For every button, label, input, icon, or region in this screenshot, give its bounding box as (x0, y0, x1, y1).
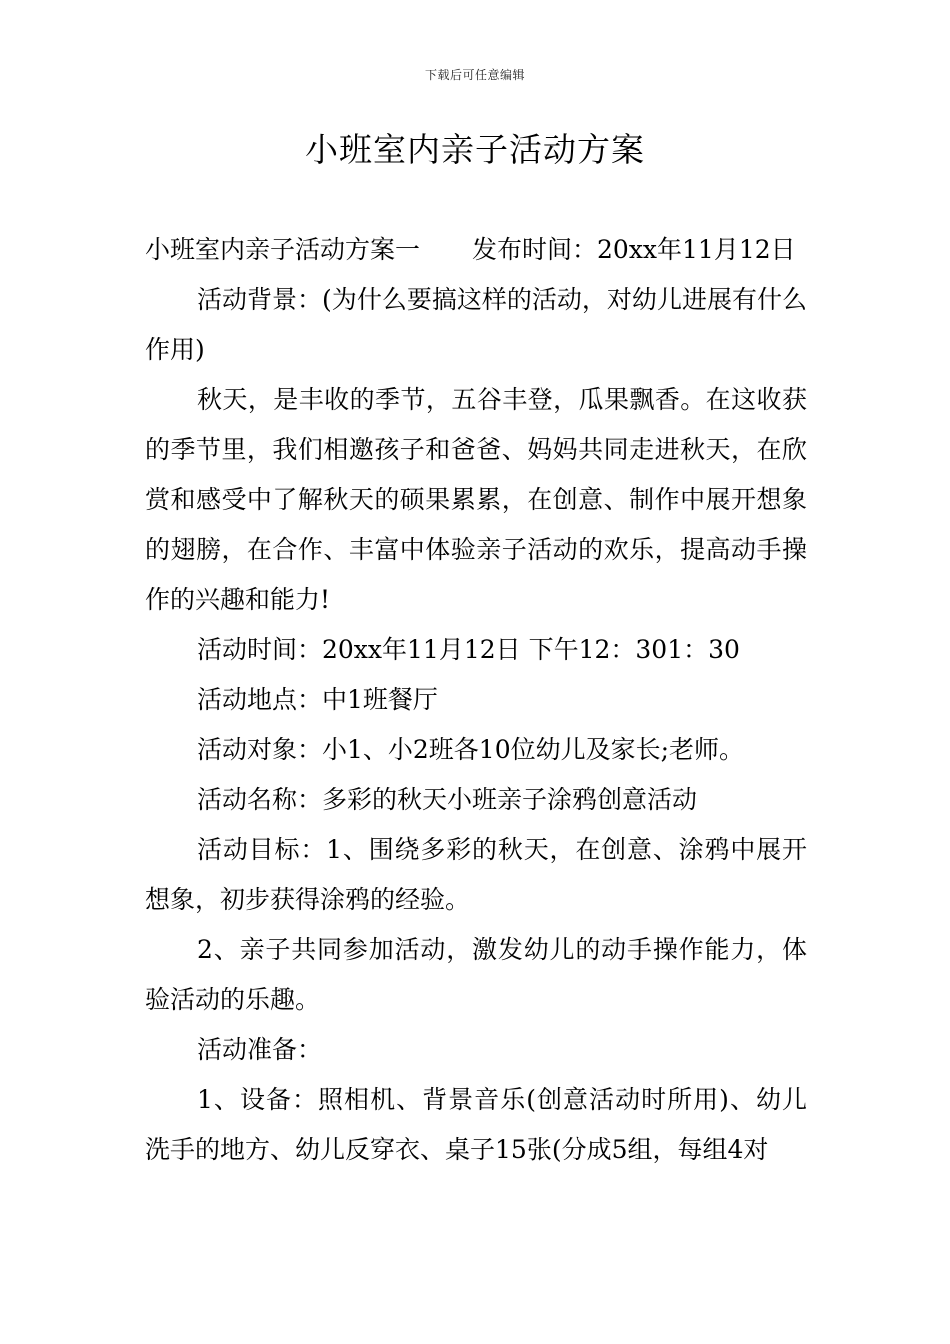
intro-heading: 小班室内亲子活动方案一 (145, 235, 421, 264)
paragraph-background: 活动背景：(为什么要搞这样的活动，对幼儿进展有什么作用) (145, 285, 807, 364)
paragraph-location: 活动地点：中1班餐厅 (197, 685, 438, 714)
paragraph-autumn: 秋天，是丰收的季节，五谷丰登，瓜果飘香。在这收获的季节里，我们相邀孩子和爸爸、妈妈共同走进秋天，在欣赏和感受中了解秋天的硕果累累，在创意、制作中展开想象的翅膀，在合作、丰富中体验亲子活动的欢乐，提高动手操作的兴趣和能力! (145, 385, 807, 614)
document-title: 小班室内亲子活动方案 (305, 130, 645, 169)
paragraph-participants: 活动对象：小1、小2班各10位幼儿及家长;老师。 (197, 735, 745, 764)
paragraph-time: 活动时间：20xx年11月12日 下午12：301：30 (197, 635, 740, 664)
paragraph-preparation: 活动准备： (197, 1035, 323, 1064)
publish-date: 发布时间：20xx年11月12日 (472, 235, 796, 264)
paragraph-name: 活动名称：多彩的秋天小班亲子涂鸦创意活动 (197, 785, 698, 814)
paragraph-goal-2: 2、亲子共同参加活动，激发幼儿的动手操作能力，体验活动的乐趣。 (145, 935, 807, 1014)
intro-line (145, 225, 807, 275)
document-body (145, 225, 807, 1175)
paragraph-equipment: 1、设备：照相机、背景音乐(创意活动时所用)、幼儿洗手的地方、幼儿反穿衣、桌子15张(分成5组，每组4对 (145, 1085, 807, 1164)
header-note: 下载后可任意编辑 (424, 68, 525, 82)
paragraph-goal-1: 活动目标：1、围绕多彩的秋天，在创意、涂鸦中展开想象，初步获得涂鸦的经验。 (145, 835, 807, 914)
